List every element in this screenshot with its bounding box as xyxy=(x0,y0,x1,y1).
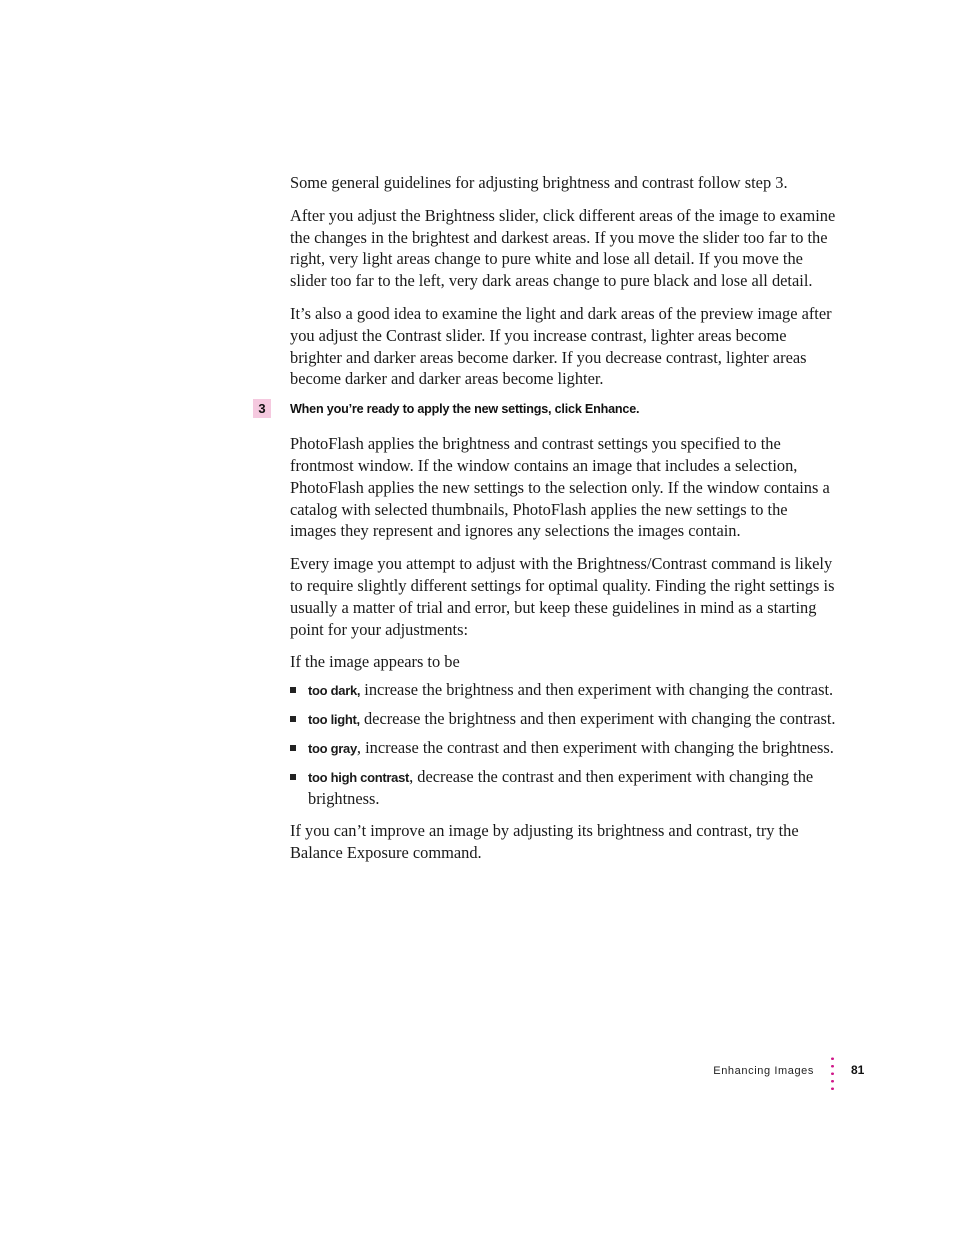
bullet-term: too dark, xyxy=(308,683,361,699)
list-item xyxy=(290,766,838,811)
step-paragraph-1: PhotoFlash applies the brightness and contrast settings you specified to the frontmost window. If the window contains an image that includes a selection, PhotoFlash applies the new settings to the selection only. If the window contains a catalog with selected thumbnails, PhotoFlash applies the new settings to the images they represent and ignores any selections the images contain. xyxy=(290,434,830,541)
bullet-text: , increase the contrast and then experiment with changing the brightness. xyxy=(356,737,834,757)
bullet-lead-in: If the image appears to be xyxy=(290,652,460,672)
footer-section-title: Enhancing Images xyxy=(713,1065,814,1077)
intro-paragraph-2: After you adjust the Brightness slider, click different areas of the image to examine the changes in the brightest and darkest areas. If you move the slider too far to the right, very light areas change to pure white and lose all detail. If you move the slider too far to the left, very dark areas change to pure black and lose all detail. xyxy=(290,205,836,291)
step-paragraph-2: Every image you attempt to adjust with the Brightness/Contrast command is likely to require slightly different settings for optimal quality. Finding the right settings is usually a matter of trial and error, but keep these guidelines in mind as a starting point for your adjustments: xyxy=(290,554,835,639)
list-item xyxy=(290,679,838,702)
intro-paragraph-3: It’s also a good idea to examine the light and dark areas of the preview image after you adjust the Contrast slider. If you increase contrast, lighter areas become brighter and darker areas become darker. If you decrease contrast, lighter areas become darker and darker areas become lighter. xyxy=(290,303,832,389)
bullet-text: increase the brightness and then experiment with changing the contrast. xyxy=(360,680,834,700)
list-item xyxy=(290,708,838,731)
closing-paragraph: If you can’t improve an image by adjusting its brightness and contrast, try the Balance Exposure command. xyxy=(290,821,799,862)
intro-paragraph-1: Some general guidelines for adjusting brightness and contrast follow step 3. xyxy=(290,173,788,192)
bullet-text: decrease the brightness and then experiment with changing the contrast. xyxy=(359,708,836,728)
step-number-badge: 3 xyxy=(253,399,271,418)
bullet-text: , decrease the contrast and then experiment with changing the brightness. xyxy=(308,766,814,809)
bullet-term: too light, xyxy=(308,711,360,727)
square-bullet-icon xyxy=(290,687,296,693)
bullet-term: too high contrast xyxy=(308,769,410,785)
page-content xyxy=(258,172,836,875)
guidelines-list xyxy=(290,679,836,810)
step-3 xyxy=(258,401,836,421)
list-item xyxy=(290,737,838,760)
square-bullet-icon xyxy=(290,745,296,751)
step-instruction: When you’re ready to apply the new settings, click Enhance. xyxy=(290,402,640,417)
bullet-term: too gray xyxy=(308,740,357,756)
square-bullet-icon xyxy=(290,716,296,722)
square-bullet-icon xyxy=(290,774,296,780)
page-number: 81 xyxy=(851,1063,865,1077)
dotted-divider-icon xyxy=(831,1055,834,1093)
page-footer xyxy=(700,1055,870,1095)
